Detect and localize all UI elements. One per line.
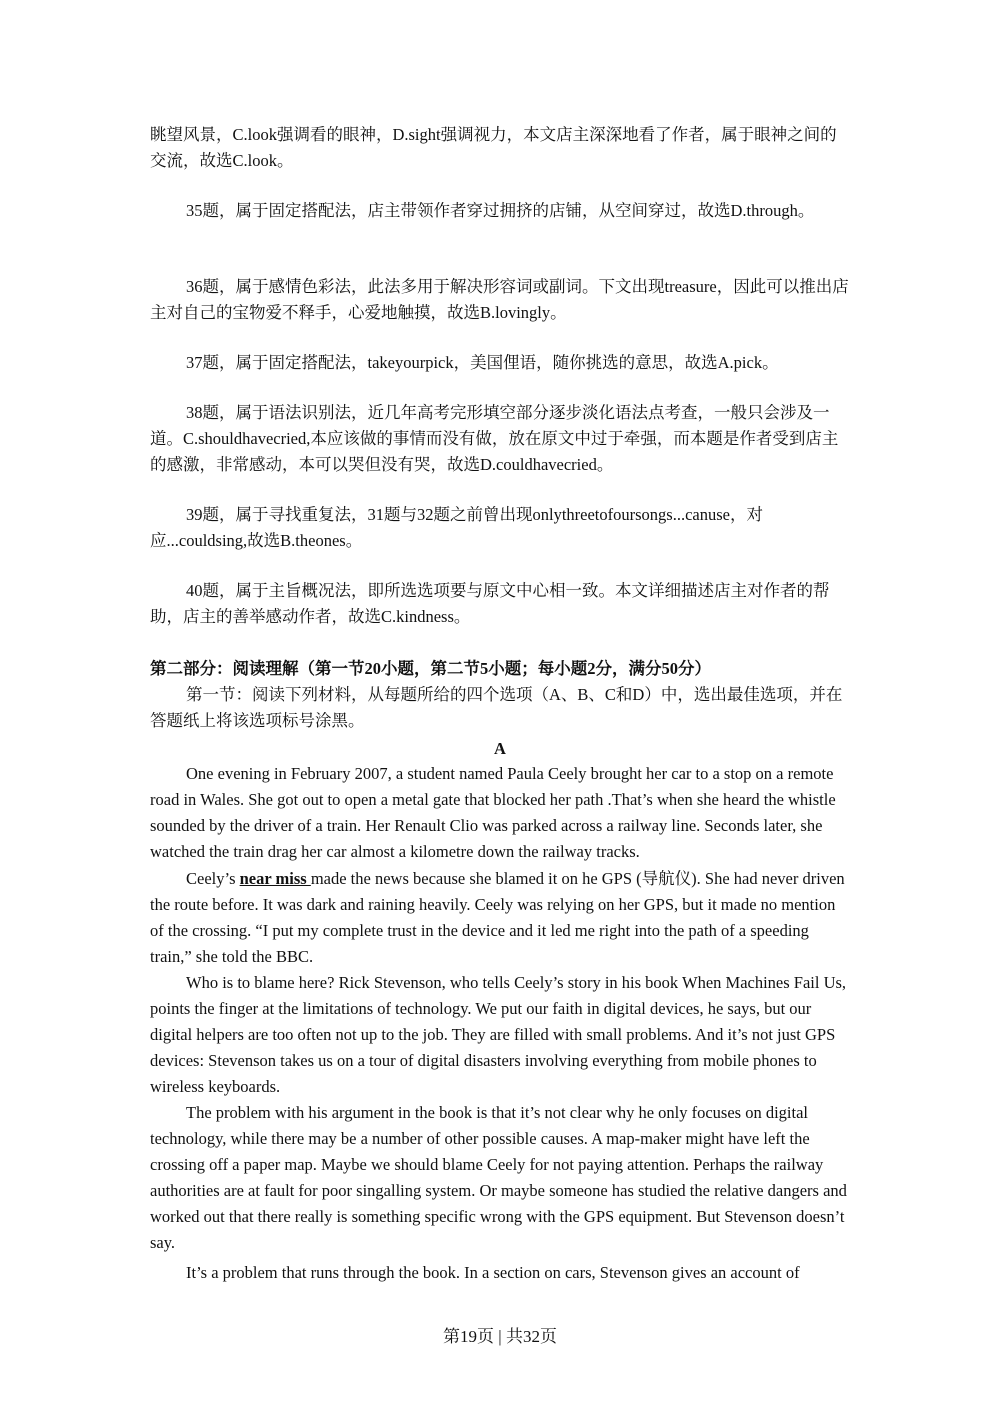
answer-38: 38题，属于语法识别法，近几年高考完形填空部分逐步淡化语法点考查，一般只会涉及一道。C.shouldhavecried,本应该做的事情而没有做，放在原文中过于牵强，而本题是作者受到店主的感激，非常感动，本可以哭但没有哭，故选D.couldhavecried。 — [150, 403, 839, 474]
p2-text-before: Ceely’s — [186, 869, 240, 888]
passage-paragraph-1: One evening in February 2007, a student named Paula Ceely brought her car to a stop on a remote road in Wales. She got out to open a metal gate that blocked her path .That’s when she heard the whistle sounded by the driver of a train. Her Renault Clio was parked across a railway line. Seconds later, she watched the train drag her car almost a kilometre down the railway tracks. — [150, 764, 836, 861]
answer-40: 40题，属于主旨概况法，即所选选项要与原文中心相一致。本文详细描述店主对作者的帮助，店主的善举感动作者，故选C.kindness。 — [150, 581, 830, 626]
page-footer: 第19页 | 共32页 — [443, 1327, 557, 1346]
passage-label: A — [494, 739, 506, 758]
answer-36: 36题，属于感情色彩法，此法多用于解决形容词或副词。下文出现treasure，因此可以推出店主对自己的宝物爱不释手，心爱地触摸，故选B.lovingly。 — [150, 277, 849, 322]
passage-paragraph-4: The problem with his argument in the book is that it’s not clear why he only focuses on digital technology, while there may be a number of other possible causes. A map-maker might have left the crossing off a paper map. Maybe we should blame Ceely for not paying attention. Perhaps the railway authorities are at fault for poor singalling system. Or maybe someone has studied the relative dangers and worked out that there really is something specific wrong with the GPS equipment. But Stevenson doesn’t say. — [150, 1103, 847, 1252]
passage-paragraph-5: It’s a problem that runs through the book. In a section on cars, Stevenson gives an account of — [186, 1263, 800, 1282]
answer-35: 35题，属于固定搭配法，店主带领作者穿过拥挤的店铺，从空间穿过，故选D.through。 — [186, 201, 815, 220]
near-miss-underlined: near miss — [239, 869, 311, 888]
answer-34-continued: 眺望风景，C.look强调看的眼神，D.sight强调视力，本文店主深深地看了作者，属于眼神之间的交流，故选C.look。 — [150, 125, 837, 170]
p2-text-after: made the news because she blamed it on he GPS (导航仪). She had never driven the route before. It was dark and raining heavily. Ceely was relying on her GPS, but it made no mention of the crossing. “I put my complete trust in the device and it led me right into the path of a speeding train,” she told the BBC. — [150, 869, 845, 966]
section-instruction: 第一节：阅读下列材料，从每题所给的四个选项（A、B、C和D）中，选出最佳选项，并在答题纸上将该选项标号涂黑。 — [150, 685, 843, 730]
passage-paragraph-2 — [150, 866, 850, 970]
passage-paragraph-3: Who is to blame here? Rick Stevenson, who tells Ceely’s story in his book When Machines Fail Us, points the finger at the limitations of technology. We put our faith in digital devices, he says, but our digital helpers are too often not up to the job. They are filled with small problems. And it’s not just GPS devices: Stevenson takes us on a tour of digital disasters involving everything from mobile phones to wireless keyboards. — [150, 973, 847, 1096]
answer-39: 39题，属于寻找重复法，31题与32题之前曾出现onlythreetofoursongs...canuse，对应...couldsing,故选B.theones。 — [150, 505, 763, 550]
section-title: 第二部分：阅读理解（第一节20小题，第二节5小题；每小题2分，满分50分） — [150, 659, 711, 678]
answer-37: 37题，属于固定搭配法，takeyourpick，美国俚语，随你挑选的意思，故选A.pick。 — [186, 353, 779, 372]
